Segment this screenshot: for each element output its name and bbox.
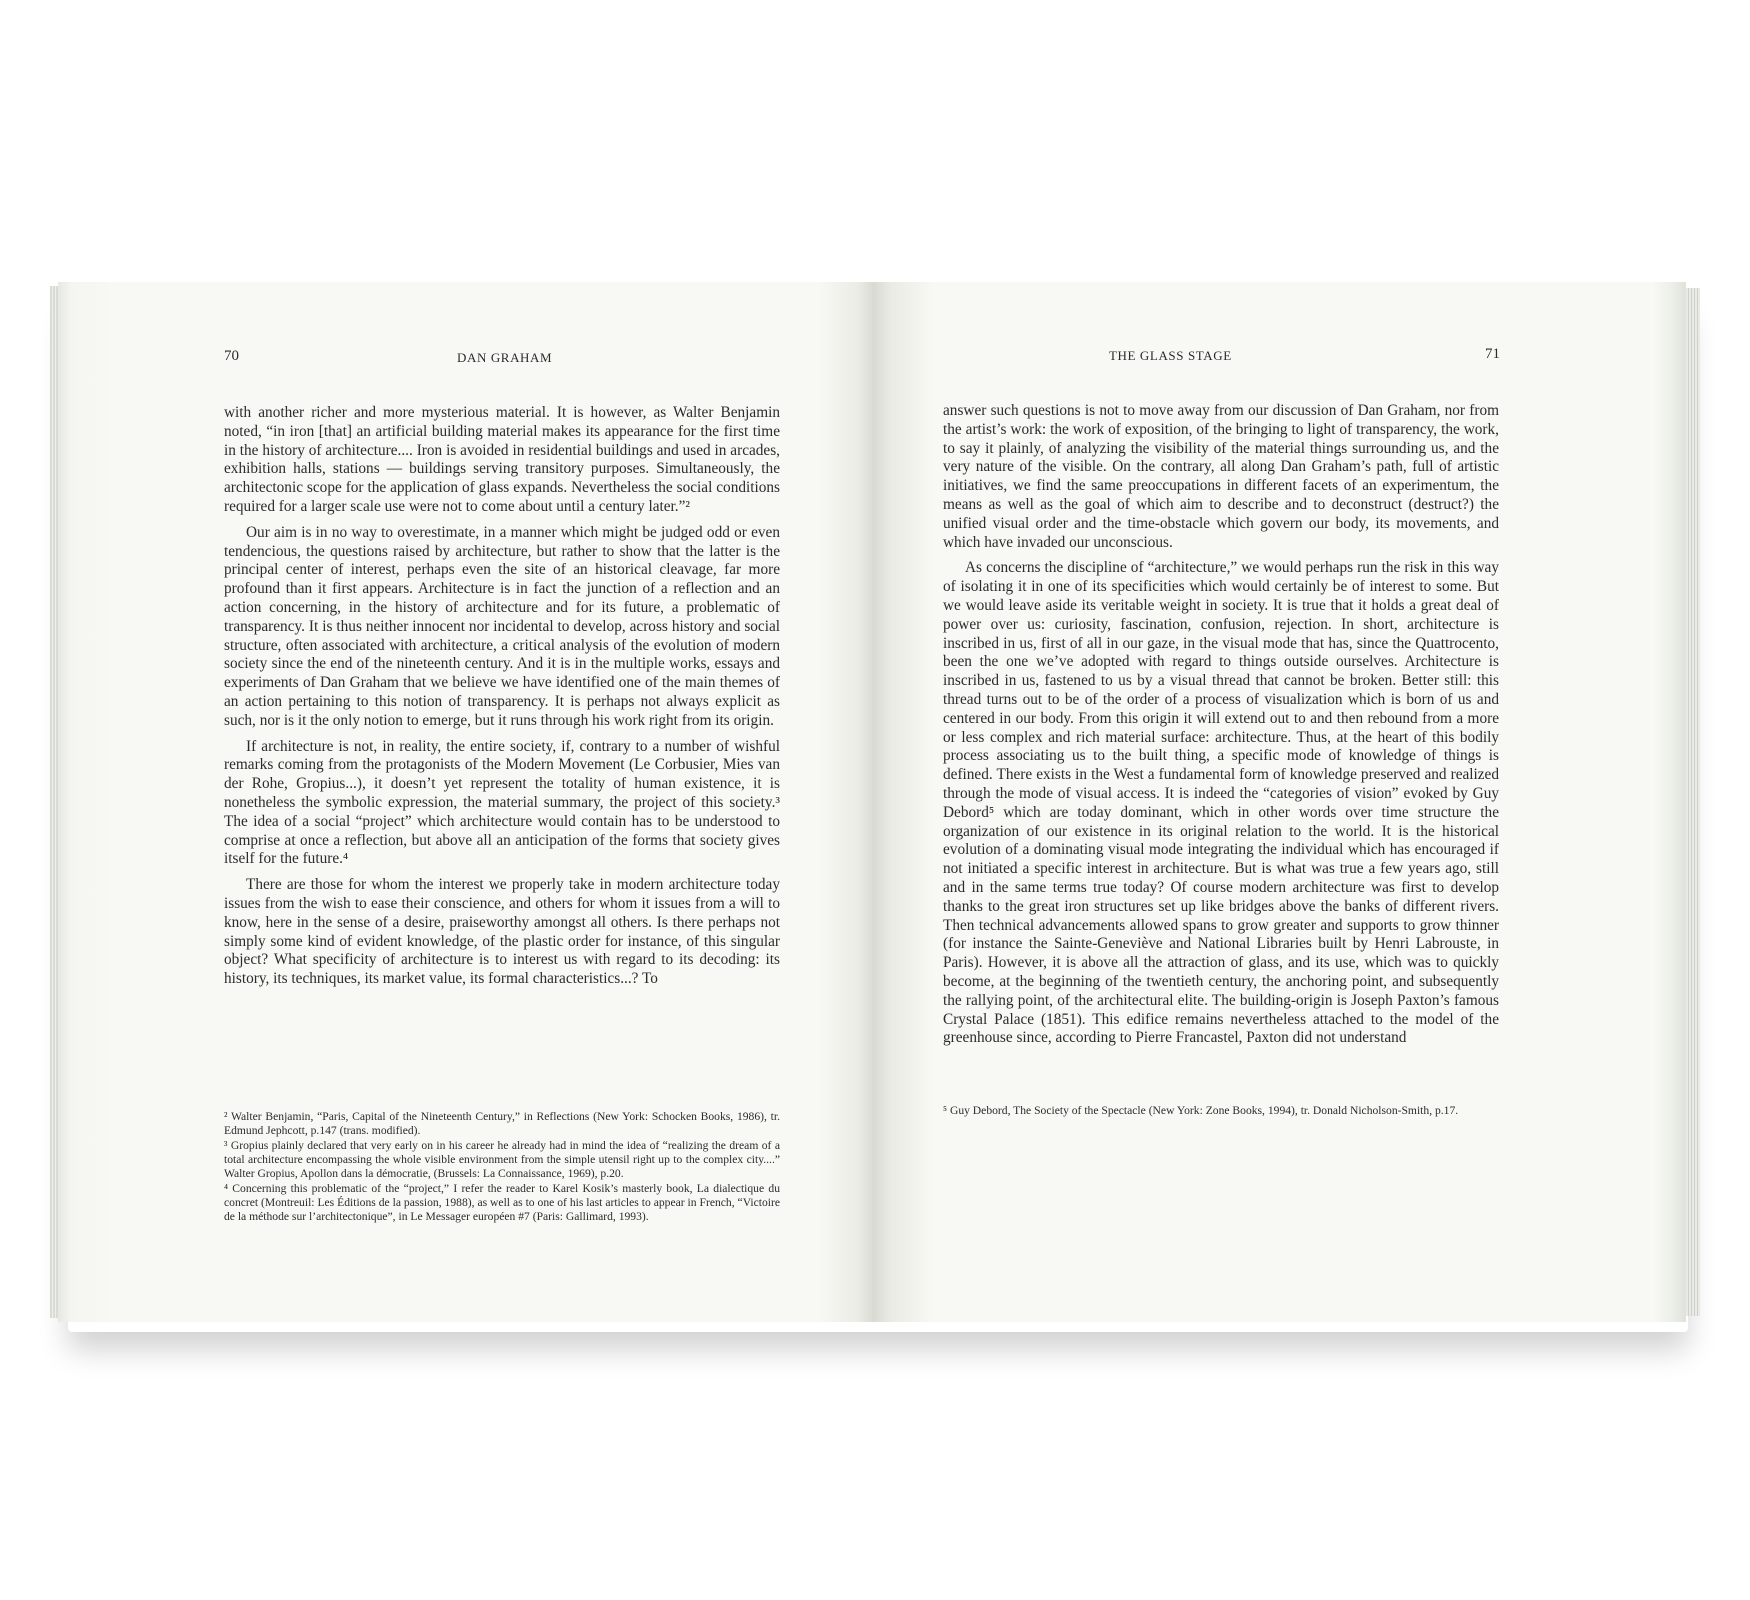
left-paragraph-3: If architecture is not, in reality, the entire society, if, contrary to a number of wishful remarks coming from the protagonists of the Modern Movement (Le Corbusier, Mies van der Rohe, Gropius...), it doesn’t yet represent the totality of human existence, it is nonetheless the symbolic expression, the material summary, the project of this society.³ The idea of a social “project” which architecture would contain has to be understood to comprise at once a reflection, but above all an anticipation of the forms that society gives itself for the future.⁴	[224, 737, 780, 868]
right-body-text	[943, 402, 1499, 1055]
right-page-number: 71	[1485, 346, 1500, 362]
left-body-text	[224, 404, 780, 996]
right-paragraph-2: As concerns the discipline of “architecture,” we would perhaps run the risk in this way of isolating it in one of its specificities which would certainly be of interest to some. But we would leave aside its veritable weight in society. It is true that it holds a great deal of power over us: curiosity, fascination, confusion, rejection. In short, architecture is inscribed in us, first of all in our gaze, in the visual mode that has, since the Quattrocento, been the one we’ve adopted with regard to things outside ourselves. Architecture is inscribed in us, fastened to us by a visual thread that cannot be broken. Better still: this thread turns out to be of the order of a process of visualization which is born of us and centered in our body. From this origin it will extend out to and then rebound from a more or less complex and rich material surface: architecture. Thus, at the heart of this bodily process associating us to the built thing, a specific mode of knowledge of things is defined. There exists in the West a fundamental form of knowledge preserved and realized through the mode of visual access. It is indeed the “categories of vision” evoked by Guy Debord⁵ which are today dominant, which in other words over time structure the organization of our existence in its original relation to the world. It is the historical evolution of a dominating visual mode integrating the individual which has encouraged if not initiated a specific interest in architecture. But is what was true a few years ago, still and in the same terms true today? Of course modern architecture was first to develop thanks to the great iron structures set up like bridges above the banks of different rivers. Then technical advancements allowed spans to grow greater and supports to grow thinner (for instance the Sainte-Geneviève and National Libraries built by Henri Labrouste, in Paris). However, it is above all the attraction of glass, and its use, which was to quickly become, at the beginning of the twentieth century, the anchoring point, and subsequently the rallying point, of the architectural elite. The building-origin is Joseph Paxton’s famous Crystal Palace (1851). This edifice remains nevertheless attached to the model of the greenhouse since, according to Pierre Francastel, Paxton did not understand	[943, 559, 1499, 1047]
left-page-number: 70	[224, 348, 239, 364]
right-page-edges	[1686, 288, 1700, 1316]
left-running-head: DAN GRAHAM	[457, 350, 553, 365]
left-paragraph-1: with another richer and more mysterious material. It is however, as Walter Benjamin noted, “in iron [that] an artificial building material makes its appearance for the first time in the history of architecture.... Iron is avoided in residential buildings and used in arcades, exhibition halls, stations — buildings serving transitory purposes. Simultaneously, the architectonic scope for the application of glass expands. Nevertheless the social conditions required for a larger scale use were not to come about until a century later.”²	[224, 404, 780, 515]
footnote-2: ² Walter Benjamin, “Paris, Capital of the Nineteenth Century,” in Reflections (New York: Schocken Books, 1986), tr. Edmund Jephcott, p.147 (trans. modified).	[224, 1110, 780, 1137]
footnote-4: ⁴ Concerning this problematic of the “project,” I refer the reader to Karel Kosik’s masterly book, La dialectique du concret (Montreuil: Les Éditions de la passion, 1988), as well as to one of his last articles to appear in French, “Victoire de la méthode sur l’architectonique”, in Le Messager européen #7 (Paris: Gallimard, 1993).	[224, 1182, 780, 1223]
open-book	[58, 282, 1690, 1322]
right-page	[873, 282, 1686, 1322]
left-page	[58, 282, 873, 1322]
right-running-head: THE GLASS STAGE	[1109, 348, 1232, 363]
left-footnotes	[224, 1110, 780, 1225]
right-footnotes	[943, 1104, 1499, 1119]
left-paragraph-2: Our aim is in no way to overestimate, in a manner which might be judged odd or even tendencious, the questions raised by architecture, but rather to show that the latter is the principal center of interest, perhaps even the site of an historical cleavage, far more profound than it first appears. Architecture is in fact the junction of a reflection and an action concerning, in the history of architecture and for its future, a problematic of transparency. It is thus neither innocent nor incidental to develop, across history and social structure, often associated with architecture, a critical analysis of the evolution of modern society since the end of the nineteenth century. And it is in the multiple works, essays and experiments of Dan Graham that we believe we have identified one of the main themes of an action pertaining to this notion of transparency. It is perhaps not always explicit as such, nor is it the only notion to emerge, but it runs through his work right from its origin.	[224, 523, 780, 729]
right-paragraph-1: answer such questions is not to move away from our discussion of Dan Graham, nor from the artist’s work: the work of exposition, of the bringing to light of transparency, the work, to say it plainly, of analyzing the visibility of the material things surrounding us, and the very nature of the visible. On the contrary, all along Dan Graham’s path, full of artistic initiatives, we find the same preoccupations in different facets of an experimentum, the means as well as the goal of which aim to describe and to deconstruct (destruct?) the unified visual order and the time-obstacle which govern our body, its movements, and which have invaded our unconscious.	[943, 402, 1499, 551]
left-paragraph-4: There are those for whom the interest we properly take in modern architecture today issues from the wish to ease their conscience, and others for whom it issues from a will to know, here in the sense of a desire, praiseworthy amongst all others. Is there perhaps not simply some kind of evident knowledge, of the plastic order for instance, of this singular object? What specificity of architecture is to interest us with regard to its decoding: its history, its techniques, its market value, its formal characteristics...? To	[224, 876, 780, 988]
footnote-3: ³ Gropius plainly declared that very early on in his career he already had in mind the idea of “realizing the dream of a total architecture encompassing the whole visible environment from the simple utensil right up to the complex city....” Walter Gropius, Apollon dans la démocratie, (Brussels: La Connaissance, 1969), p.20.	[224, 1139, 780, 1180]
footnote-5: ⁵ Guy Debord, The Society of the Spectacle (New York: Zone Books, 1994), tr. Donald Nicholson-Smith, p.17.	[943, 1104, 1459, 1117]
